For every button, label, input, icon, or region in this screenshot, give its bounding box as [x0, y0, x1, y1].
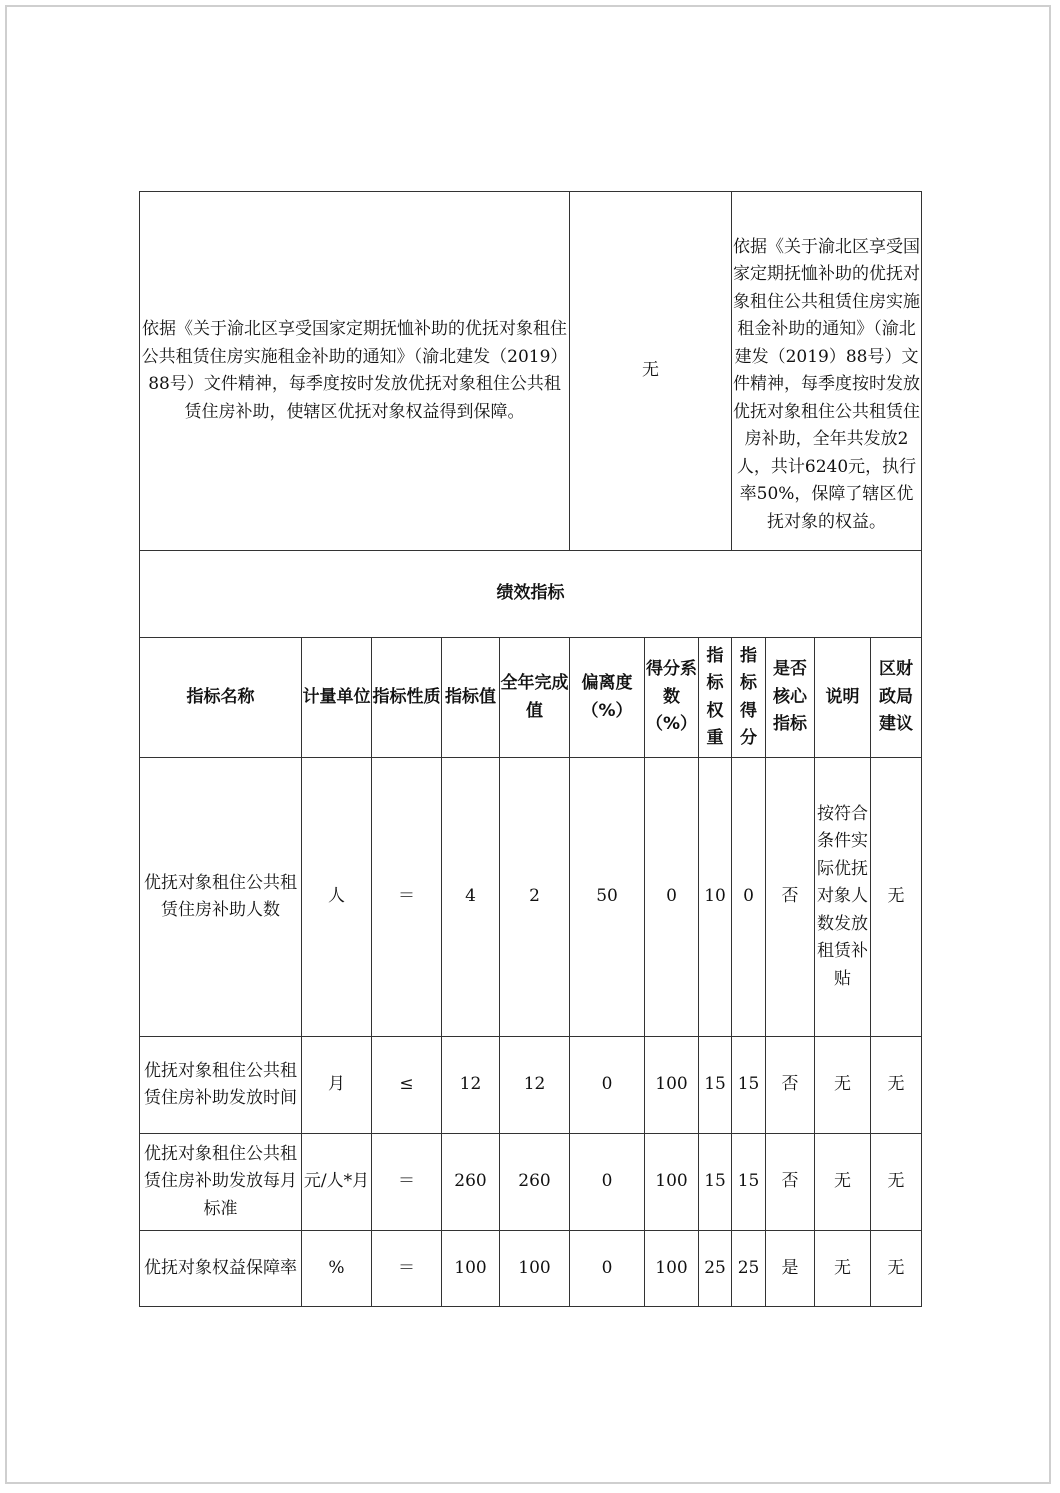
nature: ＝ [372, 758, 442, 1037]
target-value: 260 [442, 1134, 500, 1231]
left-description: 依据《关于渝北区享受国家定期抚恤补助的优抚对象租住公共租赁住房实施租金补助的通知》（渝北建发（2019）88号）文件精神，每季度按时发放优抚对象租住公共租赁住房补助，使辖区优抚对象权益得到保障。 [140, 192, 570, 551]
core-flag: 否 [766, 1134, 815, 1231]
header-nature: 指标性质 [372, 638, 442, 758]
weight: 15 [699, 1134, 732, 1231]
weight: 15 [699, 1037, 732, 1134]
indicator-name: 优抚对象租住公共租赁住房补助发放每月标准 [140, 1134, 302, 1231]
core-flag: 是 [766, 1231, 815, 1307]
unit: 人 [302, 758, 372, 1037]
header-note: 说明 [815, 638, 871, 758]
score: 15 [732, 1134, 766, 1231]
coefficient: 100 [645, 1037, 699, 1134]
header-core: 是否核心指标 [766, 638, 815, 758]
weight: 10 [699, 758, 732, 1037]
deviation: 0 [570, 1134, 645, 1231]
header-weight: 指标权重 [699, 638, 732, 758]
header-unit: 计量单位 [302, 638, 372, 758]
header-name: 指标名称 [140, 638, 302, 758]
unit: 月 [302, 1037, 372, 1134]
header-target: 指标值 [442, 638, 500, 758]
note: 无 [815, 1037, 871, 1134]
table-row [140, 1037, 922, 1134]
header-suggestion: 区财政局建议 [871, 638, 922, 758]
suggestion: 无 [871, 1037, 922, 1134]
right-description-cell [732, 192, 922, 551]
coefficient: 0 [645, 758, 699, 1037]
header-score: 指标得分 [732, 638, 766, 758]
coefficient: 100 [645, 1134, 699, 1231]
suggestion: 无 [871, 758, 922, 1037]
header-actual: 全年完成值 [500, 638, 570, 758]
unit: 元/人*月 [302, 1134, 372, 1231]
header-row [140, 638, 922, 758]
section-row [140, 551, 922, 638]
actual-value: 2 [500, 758, 570, 1037]
actual-value: 260 [500, 1134, 570, 1231]
actual-value: 100 [500, 1231, 570, 1307]
section-title: 绩效指标 [140, 551, 922, 638]
nature: ≤ [372, 1037, 442, 1134]
deviation: 0 [570, 1231, 645, 1307]
target-value: 4 [442, 758, 500, 1037]
performance-table [139, 191, 922, 1307]
target-value: 12 [442, 1037, 500, 1134]
suggestion: 无 [871, 1231, 922, 1307]
score: 15 [732, 1037, 766, 1134]
nature: ＝ [372, 1134, 442, 1231]
description-row [140, 192, 922, 551]
core-flag: 否 [766, 1037, 815, 1134]
deviation: 0 [570, 1037, 645, 1134]
coefficient: 100 [645, 1231, 699, 1307]
core-flag: 否 [766, 758, 815, 1037]
score: 25 [732, 1231, 766, 1307]
nature: ＝ [372, 1231, 442, 1307]
actual-value: 12 [500, 1037, 570, 1134]
note: 按符合条件实际优抚对象人数发放租赁补贴 [815, 758, 871, 1037]
right-description: 依据《关于渝北区享受国家定期抚恤补助的优抚对象租住公共租赁住房实施租金补助的通知》（渝北建发（2019）88号）文件精神，每季度按时发放优抚对象租住公共租赁住房补助，全年共发放2人，共计6240元，执行率50%，保障了辖区优抚对象的权益。 [733, 236, 921, 532]
note: 无 [815, 1231, 871, 1307]
table-row [140, 1134, 922, 1231]
target-value: 100 [442, 1231, 500, 1307]
table-row [140, 758, 922, 1037]
unit: % [302, 1231, 372, 1307]
note: 无 [815, 1134, 871, 1231]
suggestion: 无 [871, 1134, 922, 1231]
middle-value: 无 [570, 192, 732, 551]
header-deviation: 偏离度（%） [570, 638, 645, 758]
score: 0 [732, 758, 766, 1037]
indicator-name: 优抚对象权益保障率 [140, 1231, 302, 1307]
indicator-name: 优抚对象租住公共租赁住房补助发放时间 [140, 1037, 302, 1134]
deviation: 50 [570, 758, 645, 1037]
table-row [140, 1231, 922, 1307]
header-coefficient: 得分系数（%） [645, 638, 699, 758]
indicator-name: 优抚对象租住公共租赁住房补助人数 [140, 758, 302, 1037]
weight: 25 [699, 1231, 732, 1307]
